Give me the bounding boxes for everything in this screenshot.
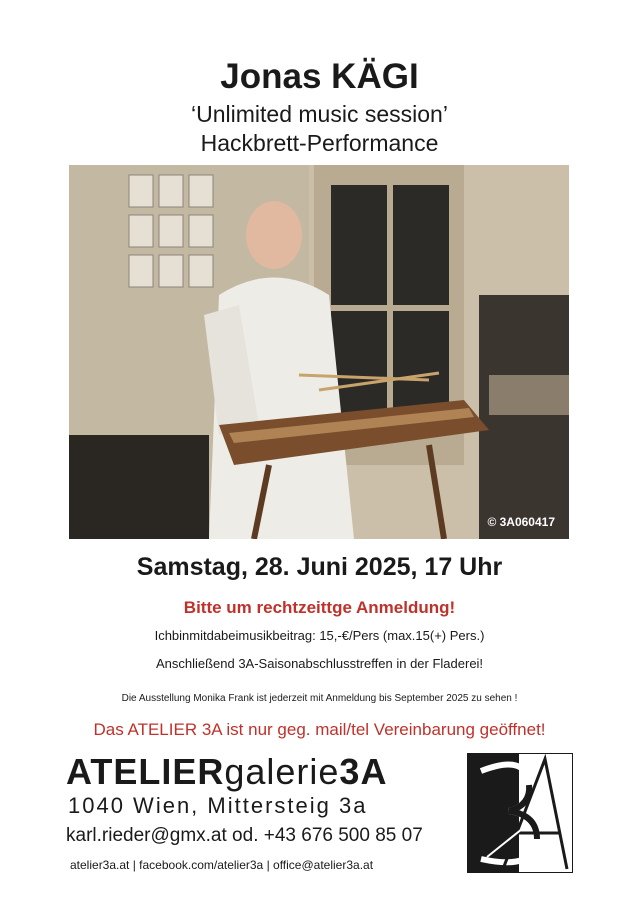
performer-photo (69, 165, 569, 539)
afterparty-info: Anschließend 3A-Saisonabschlusstreffen in der Fladerei! (155, 656, 484, 671)
fee-info: Ichbinmitdabeimusikbeitrag: 15,-€/Pers (max.15(+) Pers.) (154, 628, 485, 643)
registration-notice: Bitte um rechtzeittge Anmeldung! (183, 598, 456, 617)
web-links: atelier3a.at | facebook.com/atelier3a | office@atelier3a.at (70, 858, 374, 872)
event-subtitle: ‘Unlimited music session’ (191, 101, 448, 127)
exhibition-info: Die Ausstellung Monika Frank ist jederzeit mit Anmeldung bis September 2025 zu sehen ! (121, 693, 518, 704)
opening-notice: Das ATELIER 3A ist nur geg. mail/tel Vereinbarung geöffnet! (93, 720, 546, 739)
brand-part-atelier: ATELIER (66, 751, 225, 792)
atelier-3a-logo-icon (467, 753, 573, 873)
contact-info: karl.rieder@gmx.at od. +43 676 500 85 07 (66, 825, 423, 846)
brand-part-3a: 3A (339, 751, 388, 792)
brand-part-galerie: galerie (224, 751, 340, 792)
event-date: Samstag, 28. Juni 2025, 17 Uhr (136, 553, 503, 581)
photo-illustration (69, 165, 569, 539)
brand-name (66, 752, 387, 792)
event-type: Hackbrett-Performance (200, 130, 439, 156)
page-title: Jonas KÄGI (220, 57, 419, 96)
address: 1040 Wien, Mittersteig 3a (68, 793, 368, 818)
photo-credit: © 3A060417 (487, 515, 555, 529)
